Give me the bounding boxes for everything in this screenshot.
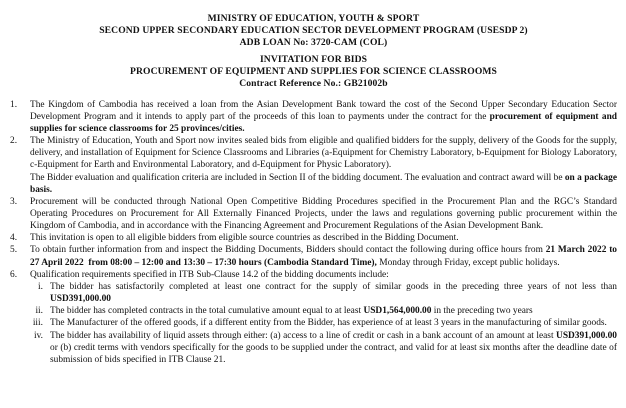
item-text: Qualification requirements specified in ITB Sub-Clause 14.2 of the bidding documents include: [30,269,389,280]
item-number: 4. [10,233,18,244]
item-number: 5. [10,245,18,256]
item-text: The Ministry of Education, Youth and Sport now invites sealed bids from eligible and qualified bidders for the supply, delivery of the Goods for the supply, delivery, and installation of Equipment for Science Classrooms and Libraries (a-Equipment for Chemistry Laboratory, b-Equipment for Biology Laboratory, c-Equipment for Earth and Environmental Laboratory, and d-Equipment for Physic Laboratory). [30,136,617,171]
header-program-line: SECOND UPPER SECONDARY EDUCATION SECTOR DEVELOPMENT PROGRAM (USESDP 2) [99,25,528,37]
item-text: To obtain further information from and inspect the Bidding Documents, Bidders should contact the following during office hours from 21 March 2022 to 27 April 2022 from 08:00 – 12:00 and 13:30 – 17:30 hours (Cambodia Standard Time), Monday through Friday, except public holidays. [30,245,617,268]
list-item-2-continuation [10,172,617,196]
header-invitation-title: INVITATION FOR BIDS [259,54,368,66]
header-contract-ref: Contract Reference No.: GB21002b [239,78,388,90]
item-number [10,172,30,196]
item-text: The Kingdom of Cambodia has received a loan from the Asian Development Bank toward the cost of the Second Upper Secondary Education Sector Development Program and it intends to apply part of the proceeds of this loan to payments under the contract for the procurement of equipment and supplies for science classrooms for 25 provinces/cities. [30,99,617,134]
header-subject-line: PROCUREMENT OF EQUIPMENT AND SUPPLIES FOR SCIENCE CLASSROOMS [130,66,497,78]
sub-item-text: The bidder has satisfactorily completed at least one contract for the supply of similar goods in the preceding three years of not less than USD391,000.00 [50,281,617,305]
list-item-2 [10,135,617,171]
sub-item-i [30,281,617,305]
list-item-6 [10,269,617,281]
item-text: The Bidder evaluation and qualification criteria are included in Section II of the bidding document. The evaluation and contract award will be on a package basis. [30,172,618,195]
sub-item-text: The bidder has availability of liquid assets through either: (a) access to a line of credit or cash in a bank account of an amount at least USD391,000.00 or (b) credit terms with vendors specifically for the goods to be supplied under the contract, and valid for at least six months after the deadline date of submission of bids specified in ITB Clause 21. [50,330,617,365]
sub-item-iv [30,330,617,366]
item-text: Procurement will be conducted through National Open Competitive Bidding Procedures specified in the Procurement Plan and the RGC’s Standard Operating Procedures on Procurement for All Externally Financed Projects, under the laws and regulations governing public procurement within the Kingdom of Cambodia, and in accordance with the Financing Agreement and Procurement Regulations of the Asian Development Bank. [30,196,617,232]
sub-item-number: i. [38,281,43,292]
list-item-4 [10,232,617,244]
header-loan-line: ADB LOAN No: 3720-CAM (COL) [239,37,388,49]
list-item-5 [10,244,617,268]
sub-item-text: The Manufacturer of the offered goods, if a different entity from the Bidder, has experience of at least 3 years in the manufacturing of similar goods. [50,318,607,329]
sub-item-ii [30,305,617,317]
sub-item-text: The bidder has completed contracts in the total cumulative amount equal to at least USD1,564,000.00 in the preceding two years [50,306,533,317]
sub-item-number: ii. [35,306,43,317]
sub-item-number: iii. [32,318,43,329]
item-number: 3. [10,196,18,207]
header-ministry-line: MINISTRY OF EDUCATION, YOUTH & SPORT [207,13,420,24]
list-item-1 [10,99,617,135]
list-item-3 [10,196,617,232]
item-number: 6. [10,269,18,280]
item-number: 1. [10,99,18,110]
item-text: This invitation is open to all eligible bidders from eligible source countries as described in the Bidding Document. [30,233,459,244]
sub-item-number: iv. [33,330,43,341]
doc-header [10,13,617,91]
item-number: 2. [10,136,18,147]
sub-item-iii [30,317,617,329]
